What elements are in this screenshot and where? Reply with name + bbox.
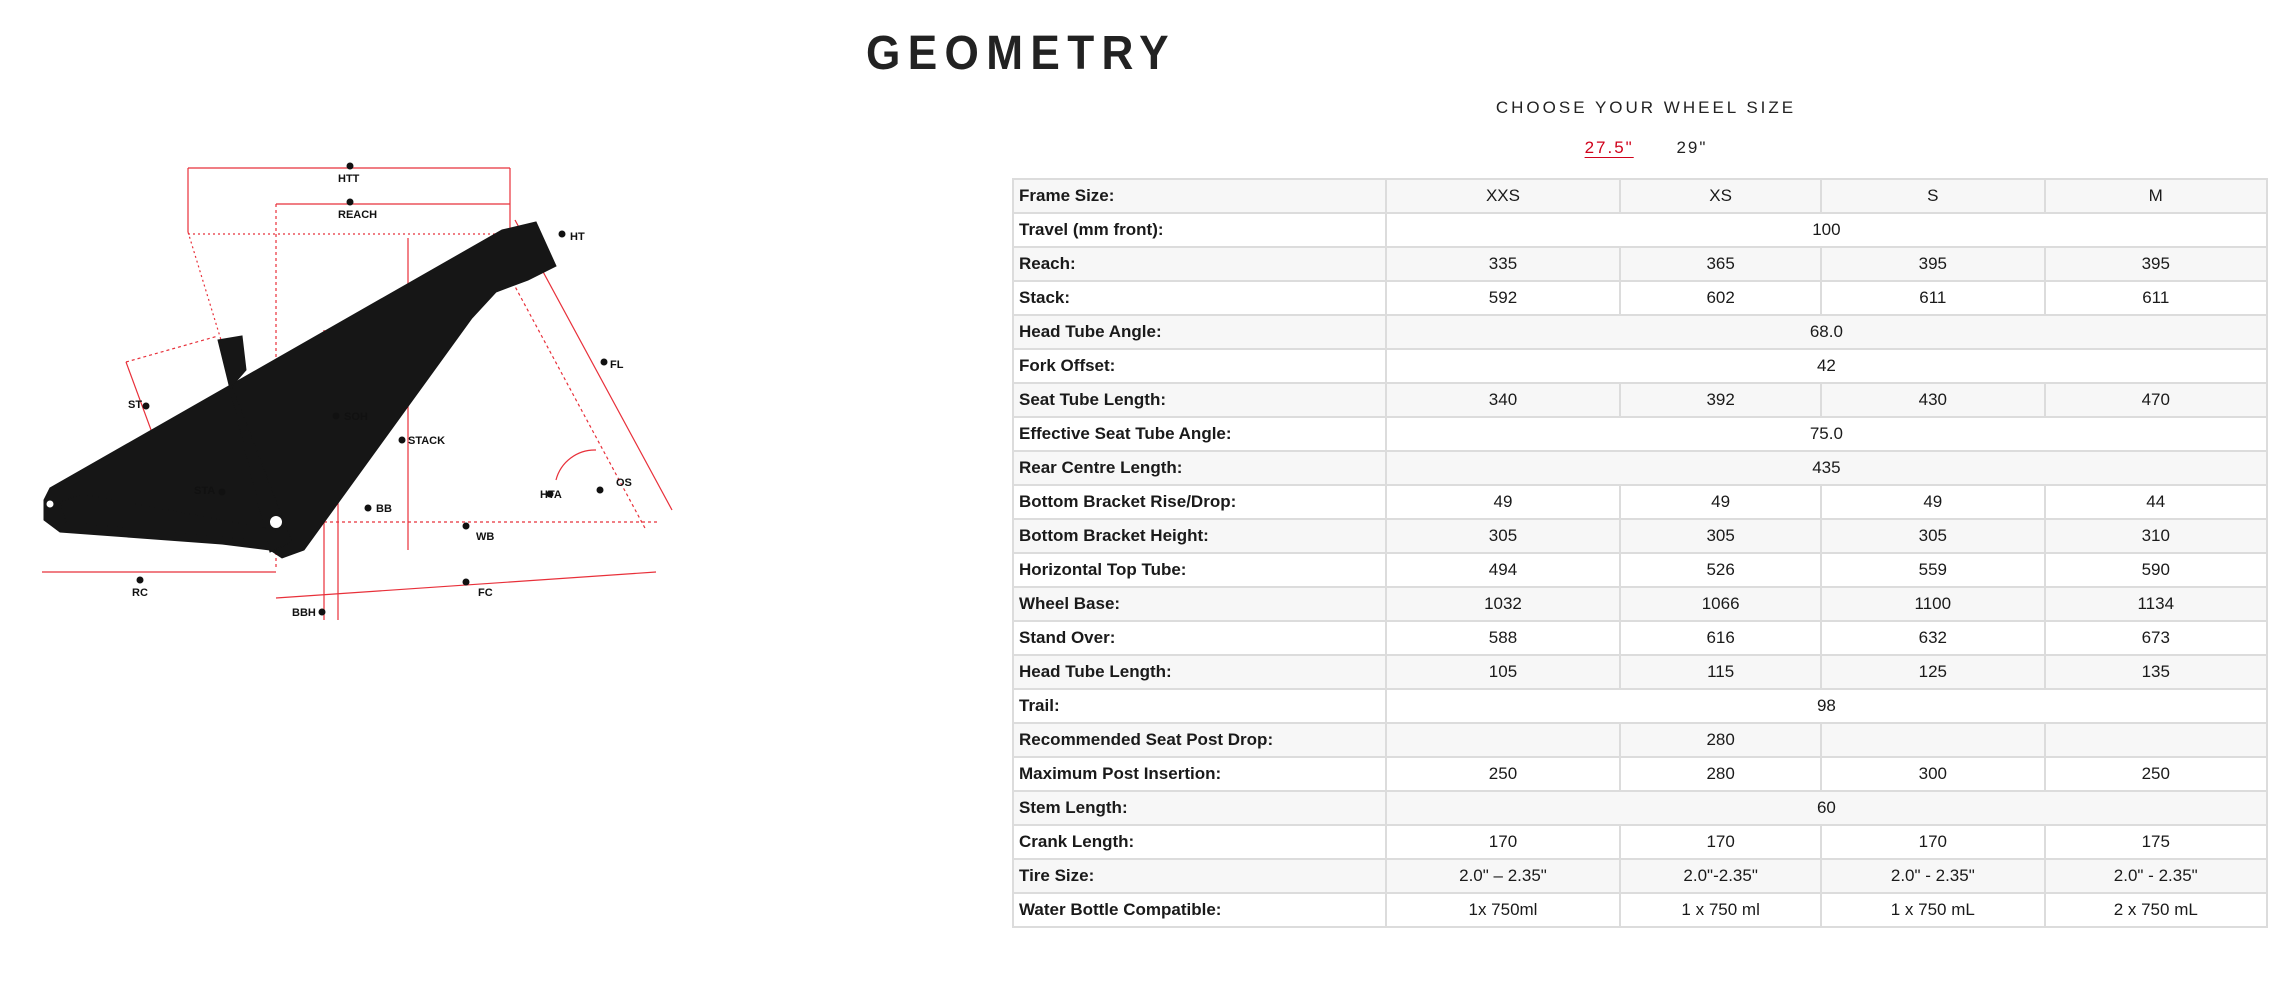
row-label: Maximum Post Insertion: <box>1013 757 1386 791</box>
table-cell: 430 <box>1821 383 2044 417</box>
label-os: OS <box>616 477 632 489</box>
row-label: Fork Offset: <box>1013 349 1386 383</box>
table-cell: 632 <box>1821 621 2044 655</box>
row-label: Head Tube Angle: <box>1013 315 1386 349</box>
table-row <box>1013 519 2267 553</box>
table-row <box>1013 723 2267 757</box>
table-cell: 1066 <box>1620 587 1821 621</box>
table-cell: 280 <box>1620 757 1821 791</box>
table-cell: 1x 750ml <box>1386 893 1620 927</box>
wheel-option-27-5[interactable]: 27.5" <box>1584 138 1634 157</box>
row-label: Trail: <box>1013 689 1386 723</box>
table-cell: 300 <box>1821 757 2044 791</box>
row-label: Horizontal Top Tube: <box>1013 553 1386 587</box>
table-cell <box>1386 723 1620 757</box>
table-cell: 395 <box>2045 247 2267 281</box>
table-row <box>1013 757 2267 791</box>
frame-cutouts <box>232 250 490 538</box>
table-row <box>1013 825 2267 859</box>
table-cell: 602 <box>1620 281 1821 315</box>
table-cell: 494 <box>1386 553 1620 587</box>
table-row <box>1013 213 2267 247</box>
table-cell: 305 <box>1386 519 1620 553</box>
table-cell: 115 <box>1620 655 1821 689</box>
table-cell: 395 <box>1821 247 2044 281</box>
page-title: GEOMETRY <box>866 27 1176 80</box>
label-reach: REACH <box>338 209 378 221</box>
table-cell: 392 <box>1620 383 1821 417</box>
row-label: Wheel Base: <box>1013 587 1386 621</box>
table-cell: 1 x 750 ml <box>1620 893 1821 927</box>
table-cell: 68.0 <box>1386 315 2267 349</box>
table-cell: 305 <box>1620 519 1821 553</box>
row-label: Stack: <box>1013 281 1386 315</box>
label-soh: SOH <box>344 411 368 423</box>
table-cell: 1 x 750 mL <box>1821 893 2044 927</box>
wheel-option-29[interactable]: 29" <box>1676 138 1708 157</box>
label-rc: RC <box>132 587 148 599</box>
row-label: Recommended Seat Post Drop: <box>1013 723 1386 757</box>
table-cell: 250 <box>2045 757 2267 791</box>
row-label: Water Bottle Compatible: <box>1013 893 1386 927</box>
frame-size-header: XXS <box>1386 179 1620 213</box>
table-cell <box>1821 723 2044 757</box>
table-row <box>1013 349 2267 383</box>
table-cell: 44 <box>2045 485 2267 519</box>
table-cell: 170 <box>1620 825 1821 859</box>
rear-axle-marker <box>46 500 54 508</box>
row-label: Reach: <box>1013 247 1386 281</box>
table-cell: 335 <box>1386 247 1620 281</box>
table-cell: 49 <box>1620 485 1821 519</box>
wheel-size-heading: CHOOSE YOUR WHEEL SIZE <box>1495 98 1797 117</box>
table-cell: 250 <box>1386 757 1620 791</box>
table-row <box>1013 689 2267 723</box>
table-header-row <box>1013 179 2267 213</box>
label-ht: HT <box>570 231 585 243</box>
frame-size-header: XS <box>1620 179 1821 213</box>
table-cell: 60 <box>1386 791 2267 825</box>
table-cell: 611 <box>1821 281 2044 315</box>
table-cell: 125 <box>1821 655 2044 689</box>
table-cell: 2.0" - 2.35" <box>1821 859 2044 893</box>
label-wb: WB <box>476 531 495 543</box>
row-label: Crank Length: <box>1013 825 1386 859</box>
table-cell: 105 <box>1386 655 1620 689</box>
table-cell: 616 <box>1620 621 1821 655</box>
row-label: Effective Seat Tube Angle: <box>1013 417 1386 451</box>
row-label: Rear Centre Length: <box>1013 451 1386 485</box>
row-label: Bottom Bracket Height: <box>1013 519 1386 553</box>
row-label: Stand Over: <box>1013 621 1386 655</box>
table-cell: 673 <box>2045 621 2267 655</box>
table-cell: 611 <box>2045 281 2267 315</box>
table-cell: 590 <box>2045 553 2267 587</box>
row-label: Tire Size: <box>1013 859 1386 893</box>
frame-size-header: M <box>2045 179 2267 213</box>
table-cell: 175 <box>2045 825 2267 859</box>
label-hta: HTA <box>540 489 562 501</box>
table-cell: 526 <box>1620 553 1821 587</box>
table-row <box>1013 315 2267 349</box>
row-label: Seat Tube Length: <box>1013 383 1386 417</box>
table-cell: 305 <box>1821 519 2044 553</box>
label-bb: BB <box>376 503 392 515</box>
row-label: Stem Length: <box>1013 791 1386 825</box>
table-cell: 1100 <box>1821 587 2044 621</box>
table-cell: 310 <box>2045 519 2267 553</box>
row-label: Frame Size: <box>1013 179 1386 213</box>
table-cell: 280 <box>1620 723 1821 757</box>
table-row <box>1013 587 2267 621</box>
table-cell: 588 <box>1386 621 1620 655</box>
table-row <box>1013 621 2267 655</box>
wheel-size-options <box>1012 138 2280 158</box>
geometry-table <box>1012 178 2268 928</box>
table-cell: 1032 <box>1386 587 1620 621</box>
table-cell: 100 <box>1386 213 2267 247</box>
label-stack: STACK <box>408 435 446 447</box>
table-cell: 2.0"-2.35" <box>1620 859 1821 893</box>
table-row <box>1013 553 2267 587</box>
label-fc: FC <box>478 587 493 599</box>
label-sta: STA <box>194 485 216 497</box>
table-cell: 98 <box>1386 689 2267 723</box>
table-cell: 365 <box>1620 247 1821 281</box>
table-cell: 42 <box>1386 349 2267 383</box>
label-st: ST <box>128 399 143 411</box>
table-row <box>1013 247 2267 281</box>
table-row <box>1013 791 2267 825</box>
label-htt: HTT <box>338 173 360 185</box>
table-cell: 592 <box>1386 281 1620 315</box>
row-label: Bottom Bracket Rise/Drop: <box>1013 485 1386 519</box>
table-cell: 75.0 <box>1386 417 2267 451</box>
label-bbh: BBH <box>292 607 316 619</box>
table-cell: 2.0" – 2.35" <box>1386 859 1620 893</box>
table-row <box>1013 893 2267 927</box>
table-cell: 2.0" - 2.35" <box>2045 859 2267 893</box>
table-row <box>1013 451 2267 485</box>
table-row <box>1013 655 2267 689</box>
table-row <box>1013 281 2267 315</box>
table-cell: 170 <box>1821 825 2044 859</box>
wheel-size-chooser <box>1012 98 2280 158</box>
label-fl: FL <box>610 359 624 371</box>
table-cell: 470 <box>2045 383 2267 417</box>
table-cell: 435 <box>1386 451 2267 485</box>
table-row <box>1013 417 2267 451</box>
table-cell: 340 <box>1386 383 1620 417</box>
table-cell: 49 <box>1386 485 1620 519</box>
row-label: Travel (mm front): <box>1013 213 1386 247</box>
table-cell <box>2045 723 2267 757</box>
row-label: Head Tube Length: <box>1013 655 1386 689</box>
bottom-bracket-marker <box>269 515 283 529</box>
table-cell: 49 <box>1821 485 2044 519</box>
table-cell: 2 x 750 mL <box>2045 893 2267 927</box>
table-row <box>1013 383 2267 417</box>
table-cell: 135 <box>2045 655 2267 689</box>
table-cell: 1134 <box>2045 587 2267 621</box>
table-cell: 559 <box>1821 553 2044 587</box>
table-row <box>1013 859 2267 893</box>
frame-geometry-diagram <box>20 150 700 660</box>
frame-size-header: S <box>1821 179 2044 213</box>
table-row <box>1013 485 2267 519</box>
table-cell: 170 <box>1386 825 1620 859</box>
